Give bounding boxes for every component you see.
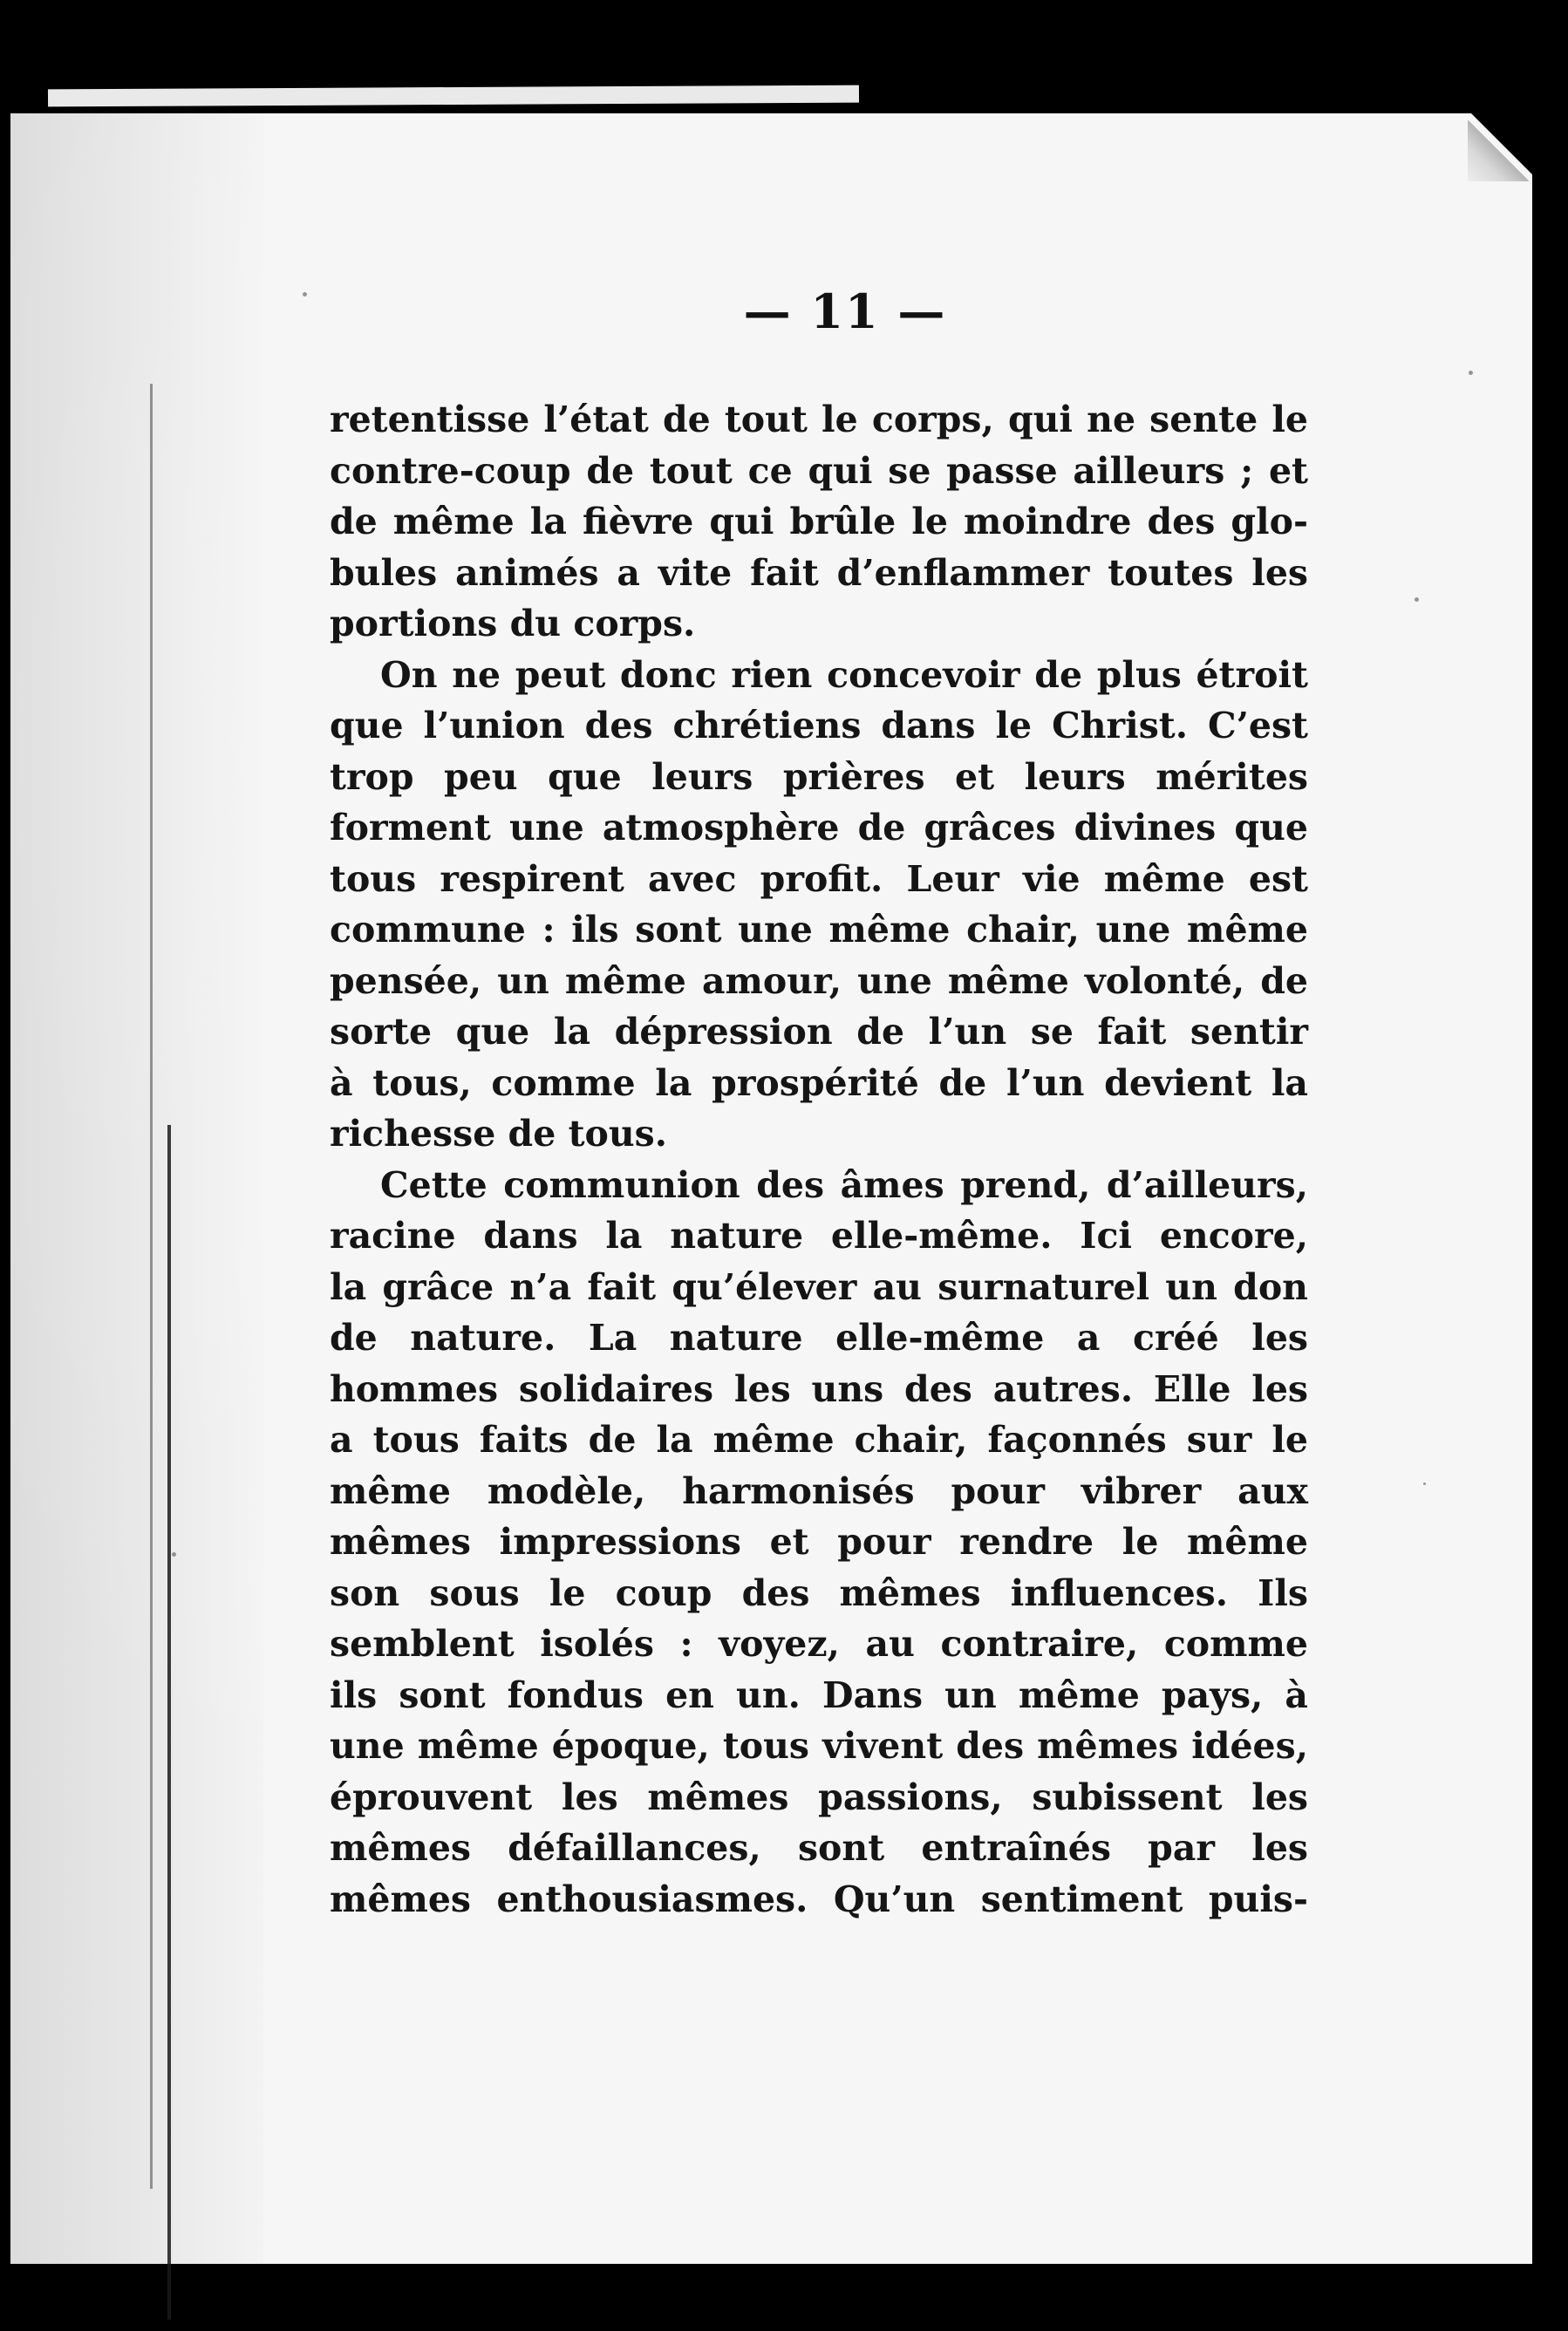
text-line: la grâce n’a fait qu’élever au surnaturel un don	[330, 1265, 1308, 1308]
text-line: hommes solidaires les uns des autres. Elle les	[330, 1367, 1308, 1410]
text-line: pensée, un même amour, une même volonté, de	[330, 959, 1308, 1002]
text-line: à tous, comme la prospérité de l’un devient la	[330, 1061, 1308, 1104]
text-line: forment une atmosphère de grâces divines que	[330, 807, 1308, 849]
page-number: — 11 —	[743, 283, 947, 339]
text-line: de nature. La nature elle-même a créé les	[330, 1317, 1308, 1359]
text-line: mêmes impressions et pour rendre le même	[330, 1521, 1308, 1563]
text-line: son sous le coup des mêmes influences. Ils	[330, 1571, 1308, 1614]
text-line: une même époque, tous vivent des mêmes idées,	[330, 1725, 1308, 1767]
text-line: éprouvent les mêmes passions, subissent les	[330, 1776, 1308, 1818]
text-line: même modèle, harmonisés pour vibrer aux	[330, 1469, 1308, 1512]
text-line: richesse de tous.	[330, 1113, 668, 1155]
text-line: de même la fièvre qui brûle le moindre des glo-	[330, 501, 1308, 542]
gutter-shadow-line	[150, 384, 153, 2189]
previous-sheet-edge	[48, 85, 859, 107]
body-text	[330, 394, 1308, 1925]
binding-edge-line	[167, 1125, 171, 2320]
text-line: a tous faits de la même chair, façonnés sur le	[330, 1419, 1308, 1461]
text-line: portions du corps.	[330, 603, 696, 644]
text-line: contre-coup de tout ce qui se passe ailleurs ; et	[330, 449, 1308, 492]
text-line: que l’union des chrétiens dans le Christ. C’est	[330, 705, 1308, 746]
text-line: sorte que la dépression de l’un se fait sentir	[330, 1011, 1308, 1053]
text-line: tous respirent avec profit. Leur vie même est	[330, 857, 1308, 900]
text-line: ils sont fondus en un. Dans un même pays, à	[330, 1673, 1308, 1716]
text-line: mêmes enthousiasmes. Qu’un sentiment puis-	[330, 1878, 1308, 1920]
text-line: bules animés a vite fait d’enflammer toutes les	[330, 551, 1308, 594]
folded-corner	[1468, 120, 1529, 181]
text-line: commune : ils sont une même chair, une même	[330, 909, 1308, 951]
text-line: mêmes défaillances, sont entraînés par les	[330, 1827, 1308, 1869]
text-line: Cette communion des âmes prend, d’ailleurs,	[380, 1163, 1308, 1206]
text-line: retentisse l’état de tout le corps, qui ne sente le	[330, 399, 1308, 440]
text-line: semblent isolés : voyez, au contraire, comme	[330, 1623, 1308, 1665]
text-line: trop peu que leurs prières et leurs mérites	[330, 755, 1308, 798]
text-line: On ne peut donc rien concevoir de plus étroit	[380, 653, 1308, 696]
text-line: racine dans la nature elle-même. Ici encore,	[330, 1215, 1308, 1257]
